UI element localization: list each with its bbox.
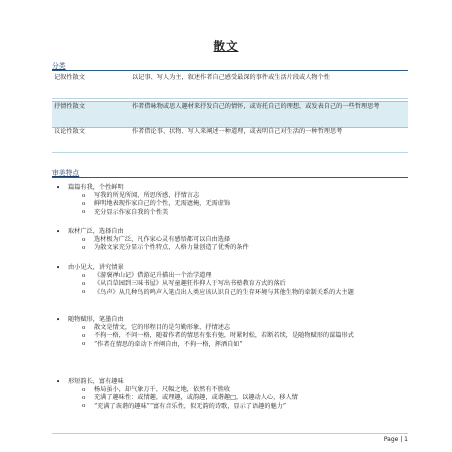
feature-sub: o 《游褒禅山记》借游记升描出一个治学道理 — [56, 272, 416, 280]
page-number: Page | 1 — [383, 436, 408, 443]
feature-title: • 篇篇有我，个性鲜明 — [56, 184, 416, 192]
feature-sub: o 不拘一格，不问一格，随着作者的情思有张有弛，时紧时松，若断若续，是随物赋形的谋篇形式 — [56, 332, 416, 340]
page-title: 散文 — [213, 39, 239, 53]
feature-sub: o 杨局虽小，却气象万千，尺幅之地，依然有不胜收 — [56, 386, 416, 394]
feature-sub: o 充分显示作家自我的个性美 — [56, 209, 416, 217]
section-heading-features: 审美特点 — [52, 169, 80, 177]
feature-title: • 随物赋形，笔墨自由 — [56, 316, 416, 324]
classification-label: 记叙性散文 — [54, 74, 85, 81]
classification-desc: 作者借论事、状物、写人来阐述一种道理，或表明自己对生活的一种哲理思考 — [132, 128, 343, 135]
section-divider — [52, 177, 408, 178]
feature-item — [56, 228, 416, 253]
feature-sub: o 《从百草园到三味书屋》从写童趣狂作抑人于写出书塾教育方式的落后 — [56, 280, 416, 288]
classification-label: 抒情性散文 — [54, 103, 85, 110]
feature-item — [56, 184, 416, 217]
feature-sub: o “作者在情思的牵动下并阐自由，不拘一格，挥洒自如” — [56, 341, 416, 349]
classification-row — [52, 101, 408, 128]
feature-item — [56, 264, 416, 297]
classification-row — [52, 74, 408, 99]
feature-sub: o 写我的所见所闻、所思所感、抒情言志 — [56, 192, 416, 200]
classification-row — [52, 128, 408, 153]
classification-label: 议论性散文 — [54, 128, 85, 135]
feature-sub: o 散文是情文，它的形程目的是匀勤形象、抒情述志 — [56, 324, 416, 332]
feature-sub: o 充满了趣味性：或情趣，或理趣，或韵趣，或谐趣□，以趣动人心，移人情 — [56, 394, 416, 402]
footer-divider — [52, 433, 408, 434]
feature-item — [56, 316, 416, 349]
feature-title: • 由小见大，讲究情景 — [56, 264, 416, 272]
feature-title: • 形短韵长，富有趣味 — [56, 378, 416, 386]
section-heading-classification: 分类 — [52, 62, 66, 70]
classification-desc: 以记事、写人为主，叙述作者自己感受最深的事件或生活片段或人物个性 — [132, 74, 330, 81]
feature-item — [56, 378, 416, 411]
feature-sub: o 为散文家充分显示个性特点，人格力量创造了优秀的条件 — [56, 244, 416, 252]
section-divider — [52, 70, 408, 71]
feature-sub: o 鲜明地表现作家自己的个性，无需遮掩，无需虚饰 — [56, 200, 416, 208]
feature-sub: o “充满了诙谐的趣味”“富有音乐性，似无韵的诗歌，显示了语趣的魅力” — [56, 403, 416, 411]
feature-title: • 取材广泛，选择自由 — [56, 228, 416, 236]
feature-sub: o 《鸟声》从几种鸟的鸣声入笔点出人类应该认识自己的生存环境与其他生物的牵制关系的大主题 — [56, 289, 416, 297]
classification-desc: 作者借咏物或思人趣材来抒发自己的情怀，或寄托自己的理想，或发表自己的一些哲理思考 — [132, 103, 380, 110]
feature-sub: o 选材极为广泛，凡作家心灵有感悟都可以自由选择 — [56, 236, 416, 244]
